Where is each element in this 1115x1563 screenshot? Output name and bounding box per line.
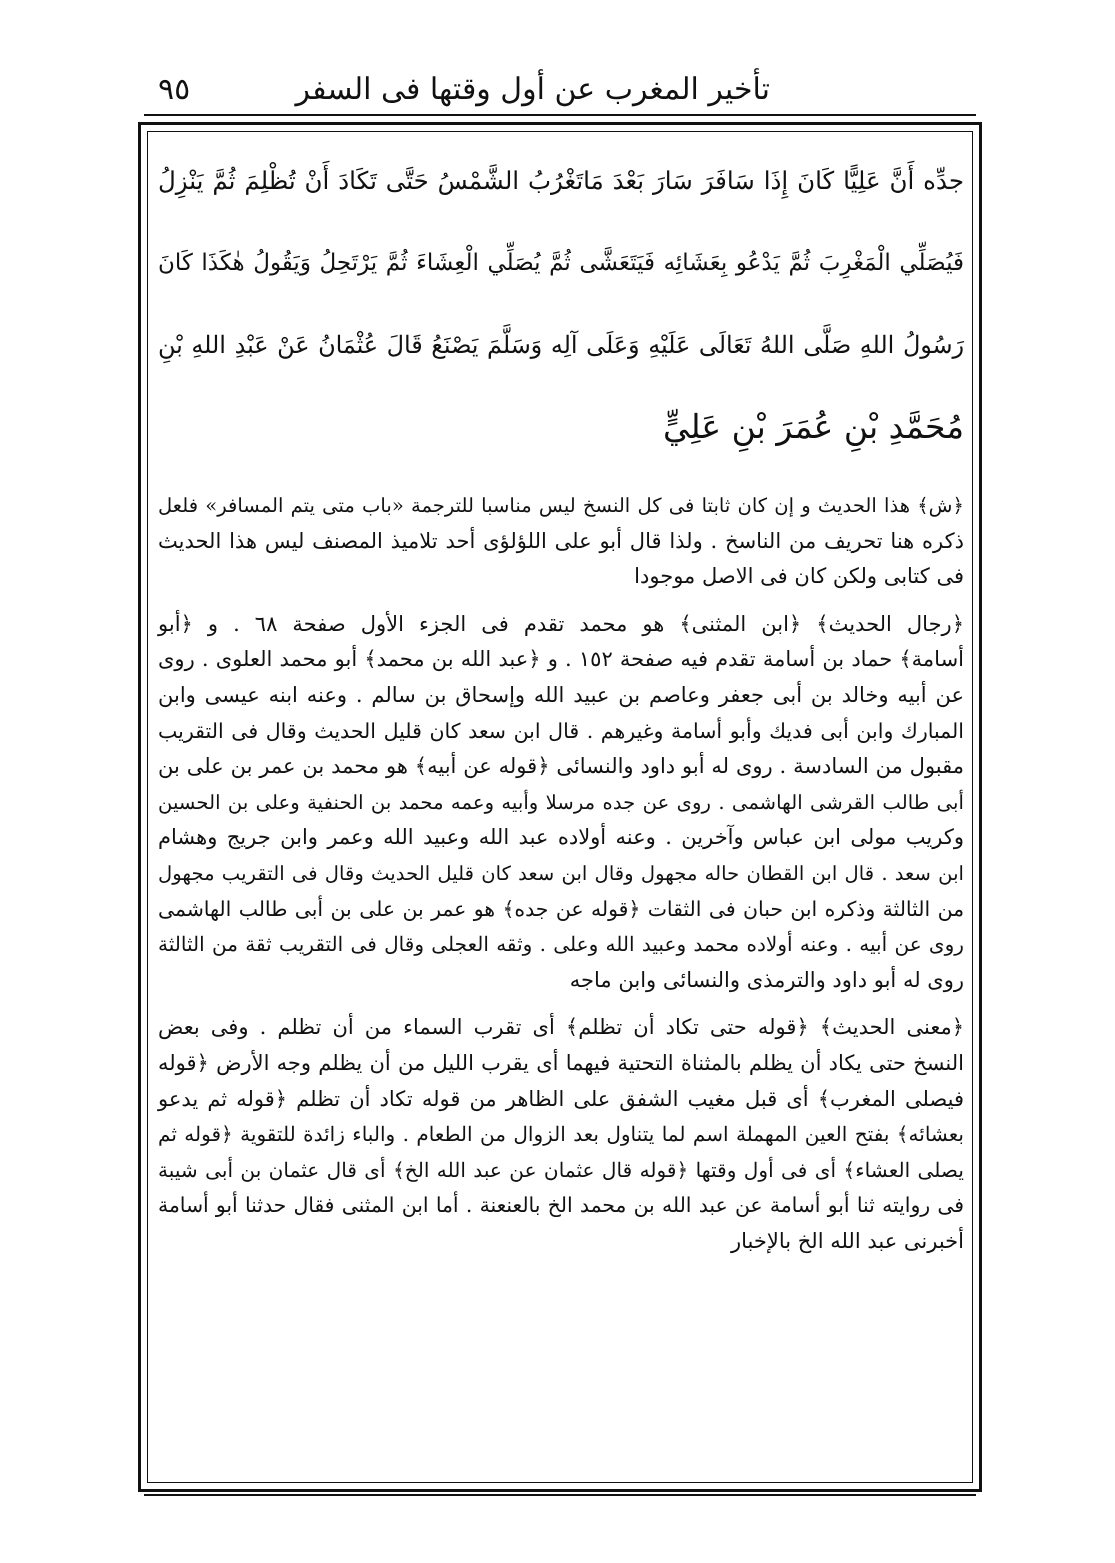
commentary-line: يصلى العشاء﴾ أى فى أول وقتها ﴿قوله قال عثمان عن عبد الله الخ﴾ أى قال عثمان بن أبى شيبة <box>158 1157 964 1182</box>
commentary-line: ذكره هنا تحريف من الناسخ . ولذا قال أبو على اللؤلؤى أحد تلاميذ المصنف ليس هذا الحديث <box>158 528 964 553</box>
commentary-line: روى عن أبيه . وعنه أولاده محمد وعبيد الله وعلى . وثقه العجلى وقال فى التقريب ثقة من الثالثة <box>158 932 964 957</box>
running-title: تأخير المغرب عن أول وقتها فى السفر <box>295 72 770 107</box>
hadith-text <box>158 140 964 468</box>
commentary-line: فى روايته ثنا أبو أسامة عن عبد الله بن محمد الخ بالعنعنة . أما ابن المثنى فقال حدثنا أبو أسامة <box>158 1193 964 1218</box>
top-rule <box>144 114 976 116</box>
commentary-line: روى له أبو داود والترمذى والنسائى وابن ماجه <box>569 967 964 992</box>
commentary-line: فيصلى المغرب﴾ أى قبل مغيب الشفق على الظاهر من قوله تكاد أن تظلم ﴿قوله ثم يدعو <box>158 1086 964 1111</box>
bottom-rule <box>144 1494 976 1496</box>
commentary-line: أخبرنى عبد الله الخ بالإخبار <box>731 1228 964 1253</box>
commentary-line: المبارك وابن أبى فديك وأبو أسامة وغيرهم . قال ابن سعد كان قليل الحديث وقال فى التقريب <box>158 718 964 743</box>
rijal-paragraph <box>158 607 964 999</box>
commentary-line: بعشائه﴾ بفتح العين المهملة اسم لما يتناول بعد الزوال من الطعام . والباء زائدة للتقوية ﴿قوله ثم <box>158 1122 964 1147</box>
commentary-line: عن أبيه وخالد بن أبى جعفر وعاصم بن عبيد الله وإسحاق بن سالم . وعنه ابنه عيسى وابن <box>158 682 964 707</box>
hadith-line: مُحَمَّدِ بْنِ عُمَرَ بْنِ عَلِيٍّ <box>662 407 964 446</box>
commentary-line: من الثالثة وذكره ابن حبان فى الثقات ﴿قوله عن جده﴾ هو عمر بن على بن أبى طالب الهاشمى <box>158 896 964 921</box>
commentary-line: ابن سعد . قال ابن القطان حاله مجهول وقال ابن سعد كان قليل الحديث وقال فى التقريب مجهول <box>158 861 965 885</box>
hadith-line: فَيُصَلِّي الْمَغْرِبَ ثُمَّ يَدْعُو بِعَشَائِه فَيَتَعَشَّى ثُمَّ يُصَلِّي الْعِشَاءَ ثُمَّ يَرْتَحِلُ وَيَقُولُ هٰكَذَا كَانَ <box>158 250 964 276</box>
commentary-line: ﴿ش﴾ هذا الحديث و إن كان ثابتا فى كل النسخ ليس مناسبا للترجمة «باب متى يتم المسافر» فلعل <box>158 494 964 517</box>
page-number: ٩٥ <box>158 72 191 107</box>
commentary-line: وكريب مولى ابن عباس وآخرين . وعنه أولاده عبد الله وعبيد الله وعمر وابن جريج وهشام <box>158 825 964 850</box>
sharh-paragraph <box>158 488 964 595</box>
commentary-line: أسامة﴾ حماد بن أسامة تقدم فيه صفحة ١٥٢ . و ﴿عبد الله بن محمد﴾ أبو محمد العلوى . روى <box>158 647 964 672</box>
running-header <box>140 62 980 122</box>
hadith-line: رَسُولُ اللهِ صَلَّى اللهُ تَعَالَى عَلَيْهِ وَعَلَى آلِه وَسَلَّمَ يَصْنَعُ قَالَ عُثْمَانُ عَنْ عَبْدِ اللهِ بْنِ <box>158 331 964 359</box>
commentary-line: أبى طالب القرشى الهاشمى . روى عن جده مرسلا وأبيه وعمه محمد بن الحنفية وعلى بن الحسين <box>158 790 964 814</box>
commentary-line: مقبول من السادسة . روى له أبو داود والنسائى ﴿قوله عن أبيه﴾ هو محمد بن عمر بن على بن <box>158 754 964 779</box>
commentary-line: فى كتابى ولكن كان فى الاصل موجودا <box>634 564 964 589</box>
commentary-line: النسخ حتى يكاد أن يظلم بالمثناة التحتية فيهما أى يقرب الليل من أن يظلم وجه الأرض ﴿قوله <box>158 1050 964 1075</box>
commentary-line: ﴿معنى الحديث﴾ ﴿قوله حتى تكاد أن تظلم﴾ أى تقرب السماء من أن تظلم . وفى بعض <box>158 1015 964 1040</box>
commentary-line: ﴿رجال الحديث﴾ ﴿ابن المثنى﴾ هو محمد تقدم فى الجزء الأول صفحة ٦٨ . و ﴿أبو <box>158 611 964 636</box>
hadith-line: جدِّه أَنَّ عَلِيًّا كَانَ إِذَا سَافَرَ سَارَ بَعْدَ مَاتَغْرُبُ الشَّمْسُ حَتَّى تَكَادَ أَنْ تُظْلِمَ ثُمَّ يَنْزِلُ <box>158 166 964 195</box>
page-body <box>158 140 964 1259</box>
maana-paragraph <box>158 1010 964 1259</box>
